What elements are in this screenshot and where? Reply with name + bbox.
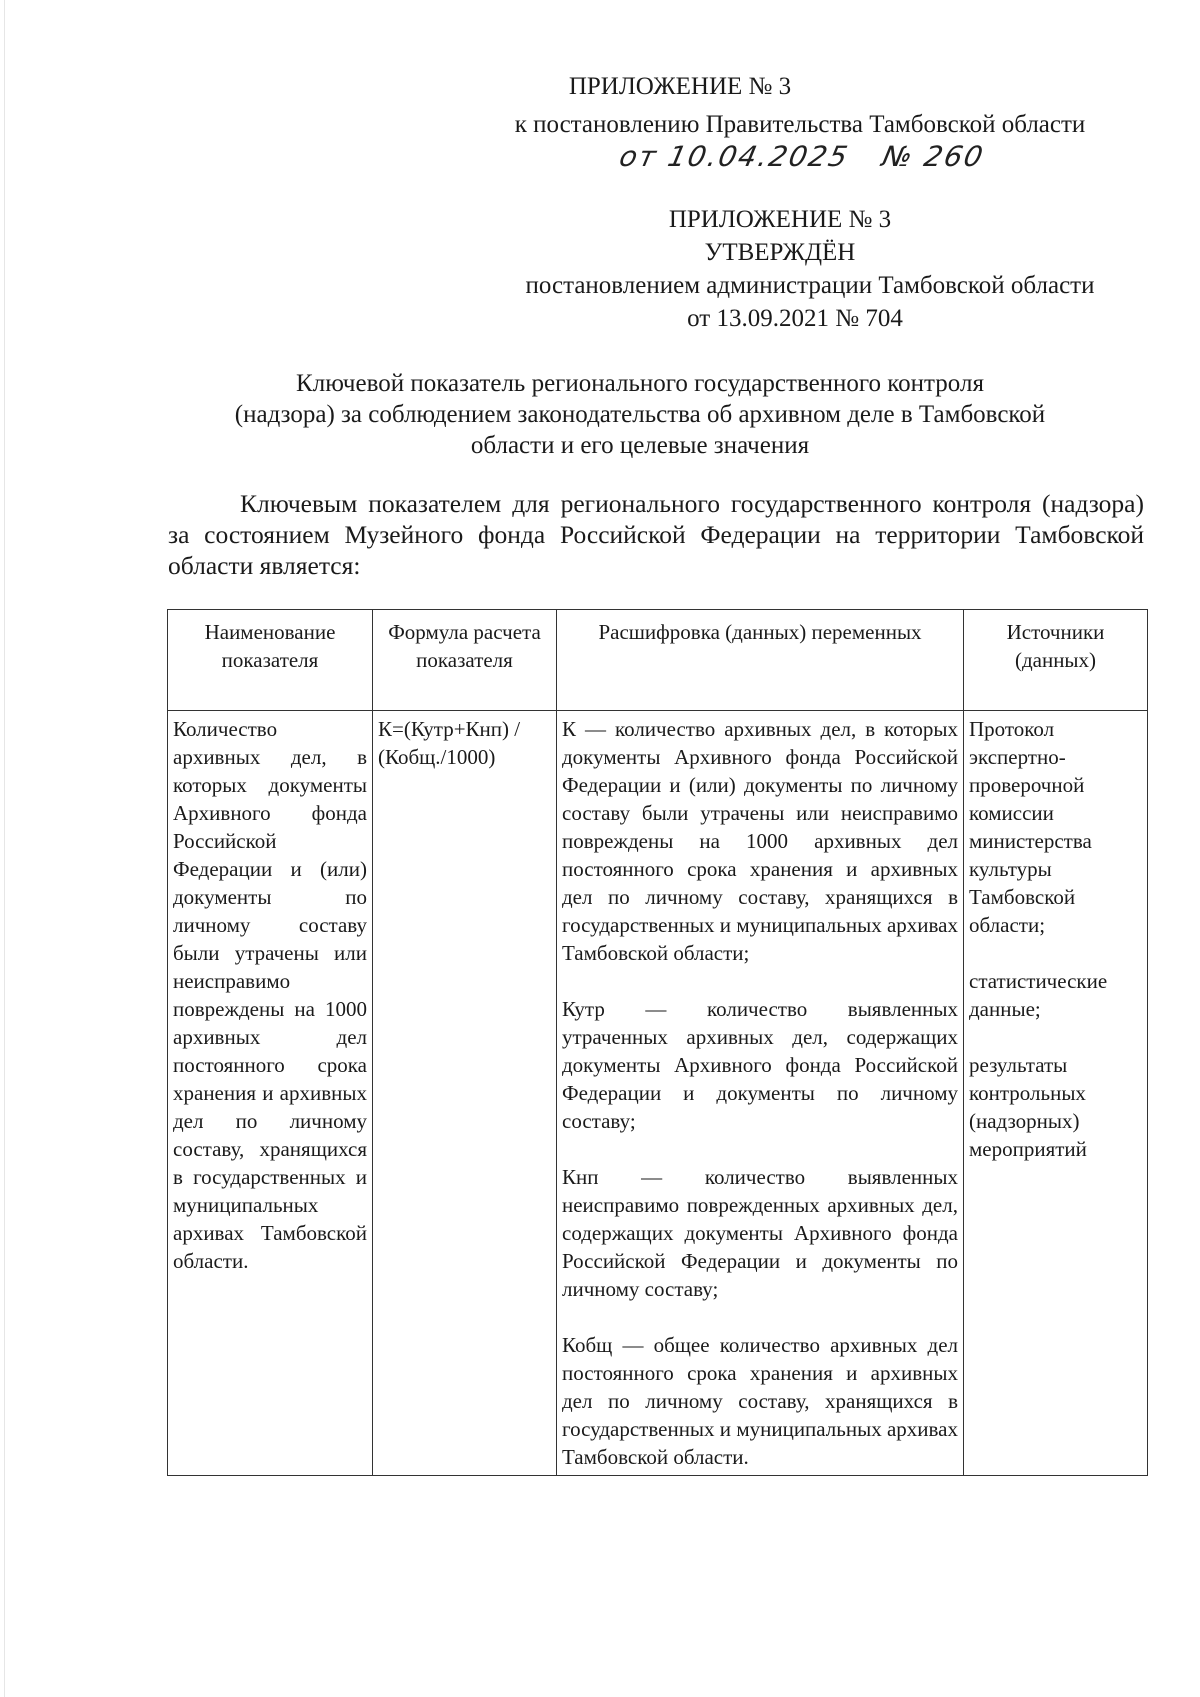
title-line-1: Ключевой показатель регионального государственного контроля	[296, 370, 984, 397]
decoding-kutr: Кутр — количество выявленных утраченных архивных дел, содержащих документы Архивного фонда Российской Федерации и документы по личному составу;	[562, 997, 958, 1133]
cell-formula: К=(Кутр+Кнп) / (Кобщ./1000)	[373, 711, 557, 1476]
header2-approved: УТВЕРЖДЁН	[704, 239, 856, 266]
source-statistics: статистические данные;	[969, 969, 1108, 1021]
title-line-2: (надзора) за соблюдением законодательства об архивном деле в Тамбовской	[234, 401, 1046, 428]
header1-appendix: ПРИЛОЖЕНИЕ № 3	[568, 73, 792, 100]
header-sources: Источники (данных)	[964, 610, 1148, 711]
scan-edge	[4, 0, 5, 1697]
cell-indicator-name: Количество архивных дел, в которых документы Архивного фонда Российской Федерации и (или) документы по личному составу были утрачены или неисправимо повреждены на 1000 архивных дел постоянного срока хранения и архивных дел по личному составу, хранящихся в государственных и муниципальных архивах Тамбовской области.	[168, 711, 373, 1476]
source-protocol: Протокол экспертно-проверочной комиссии министерства культуры Тамбовской области;	[969, 717, 1092, 937]
source-inspections: результаты контрольных (надзорных) мероприятий	[969, 1053, 1087, 1161]
intro-paragraph: Ключевым показателем для регионального государственного контроля (надзора) за состоянием Музейного фонда Российской Федерации на территории Тамбовской области является:	[168, 489, 1144, 580]
handwritten-date-number	[616, 140, 1021, 173]
handwritten-date: от 10.04.2025	[616, 140, 853, 173]
title-line-3: области и его целевые значения	[470, 432, 810, 459]
cell-sources	[964, 711, 1148, 1476]
header1-resolution: к постановлению Правительства Тамбовской области	[514, 111, 1086, 138]
header-formula: Формула расчета показателя	[373, 610, 557, 711]
header2-resolution: постановлением администрации Тамбовской области	[525, 272, 1095, 299]
header2-date-number: от 13.09.2021 № 704	[687, 305, 903, 332]
header2-appendix: ПРИЛОЖЕНИЕ № 3	[668, 206, 892, 233]
table-row	[168, 711, 1148, 1476]
cell-decoding	[557, 711, 964, 1476]
document-title	[160, 368, 1120, 461]
header-name: Наименование показателя	[168, 610, 373, 711]
decoding-k: К — количество архивных дел, в которых документы Архивного фонда Российской Федерации и (или) документы по личному составу были утрачены или неисправимо повреждены на 1000 архивных дел постоянного срока хранения и архивных дел по личному составу, хранящихся в государственных и муниципальных архивах Тамбовской области;	[562, 717, 958, 965]
table-header-row	[168, 610, 1148, 711]
decoding-kobsh: Кобщ — общее количество архивных дел постоянного срока хранения и архивных дел по личному составу, хранящихся в государственных и муниципальных архивах Тамбовской области.	[562, 1333, 958, 1469]
decoding-knp: Кнп — количество выявленных неисправимо поврежденных архивных дел, содержащих документы Архивного фонда Российской Федерации и документы по личному составу;	[562, 1165, 958, 1301]
handwritten-number: № 260	[879, 140, 988, 173]
kpi-table	[167, 609, 1148, 1476]
header-decoding: Расшифровка (данных) переменных	[557, 610, 964, 711]
